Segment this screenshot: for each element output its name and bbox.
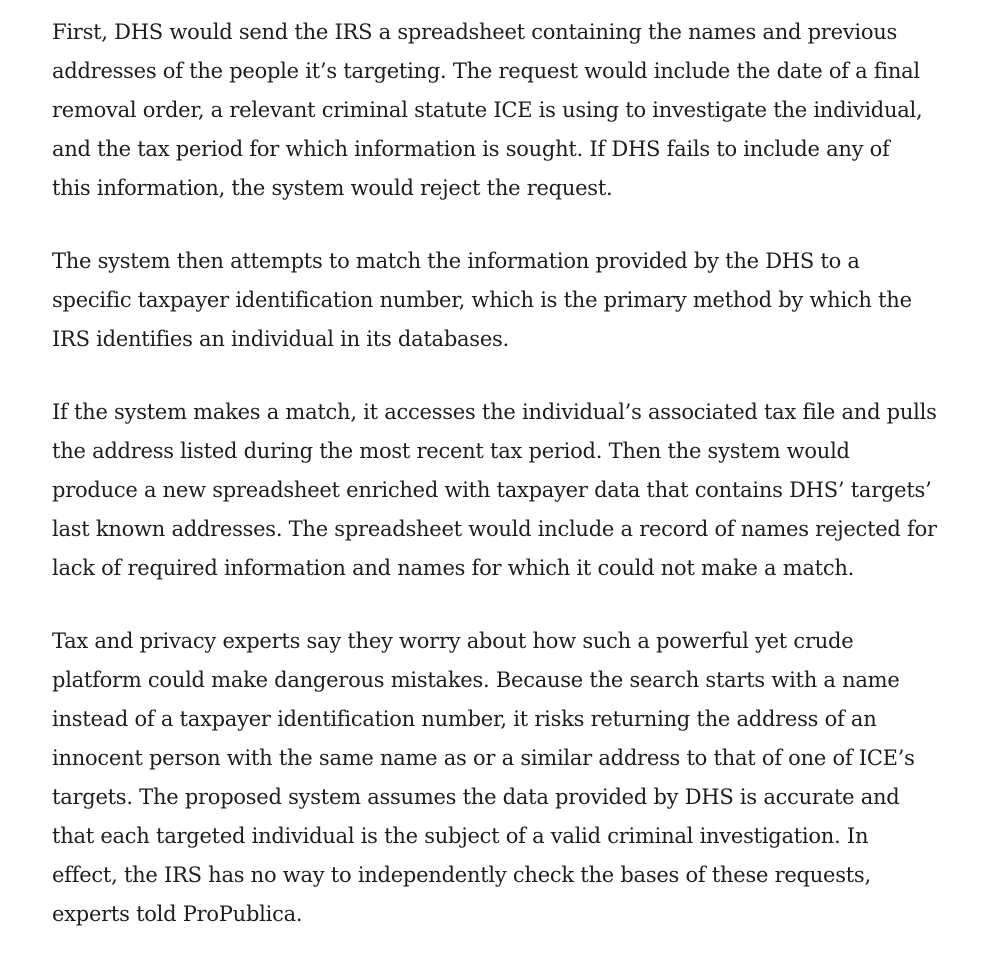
paragraph-line: experts told ProPublica. [52, 902, 303, 926]
paragraph-line: this information, the system would reject the request. [52, 176, 613, 200]
paragraph-system-match [52, 393, 960, 588]
paragraph-line: platform could make dangerous mistakes. Because the search starts with a name [52, 668, 900, 692]
paragraph-expert-concerns [52, 622, 960, 934]
paragraph-line: the address listed during the most recent tax period. Then the system would [52, 439, 850, 463]
paragraph-line: last known addresses. The spreadsheet would include a record of names rejected for [52, 517, 937, 541]
paragraph-taxpayer-id-match [52, 242, 960, 359]
paragraph-line: instead of a taxpayer identification number, it risks returning the address of an [52, 707, 877, 731]
paragraph-line: The system then attempts to match the information provided by the DHS to a [52, 249, 860, 273]
paragraph-line: and the tax period for which information is sought. If DHS fails to include any of [52, 137, 890, 161]
paragraph-line: specific taxpayer identification number, which is the primary method by which the [52, 288, 912, 312]
paragraph-line: effect, the IRS has no way to independently check the bases of these requests, [52, 863, 871, 887]
paragraph-line: innocent person with the same name as or a similar address to that of one of ICE’s [52, 746, 915, 770]
paragraph-line: lack of required information and names for which it could not make a match. [52, 556, 855, 580]
paragraph-line: targets. The proposed system assumes the data provided by DHS is accurate and [52, 785, 900, 809]
paragraph-line: removal order, a relevant criminal statute ICE is using to investigate the individual, [52, 98, 923, 122]
paragraph-line: Tax and privacy experts say they worry about how such a powerful yet crude [52, 629, 854, 653]
paragraph-line: that each targeted individual is the subject of a valid criminal investigation. In [52, 824, 869, 848]
paragraph-line: If the system makes a match, it accesses the individual’s associated tax file and pulls [52, 400, 937, 424]
paragraph-dhs-request [52, 13, 960, 208]
paragraph-line: produce a new spreadsheet enriched with taxpayer data that contains DHS’ targets’ [52, 478, 932, 502]
paragraph-line: addresses of the people it’s targeting. The request would include the date of a final [52, 59, 920, 83]
paragraph-line: First, DHS would send the IRS a spreadsheet containing the names and previous [52, 20, 898, 44]
paragraph-line: IRS identifies an individual in its databases. [52, 327, 509, 351]
